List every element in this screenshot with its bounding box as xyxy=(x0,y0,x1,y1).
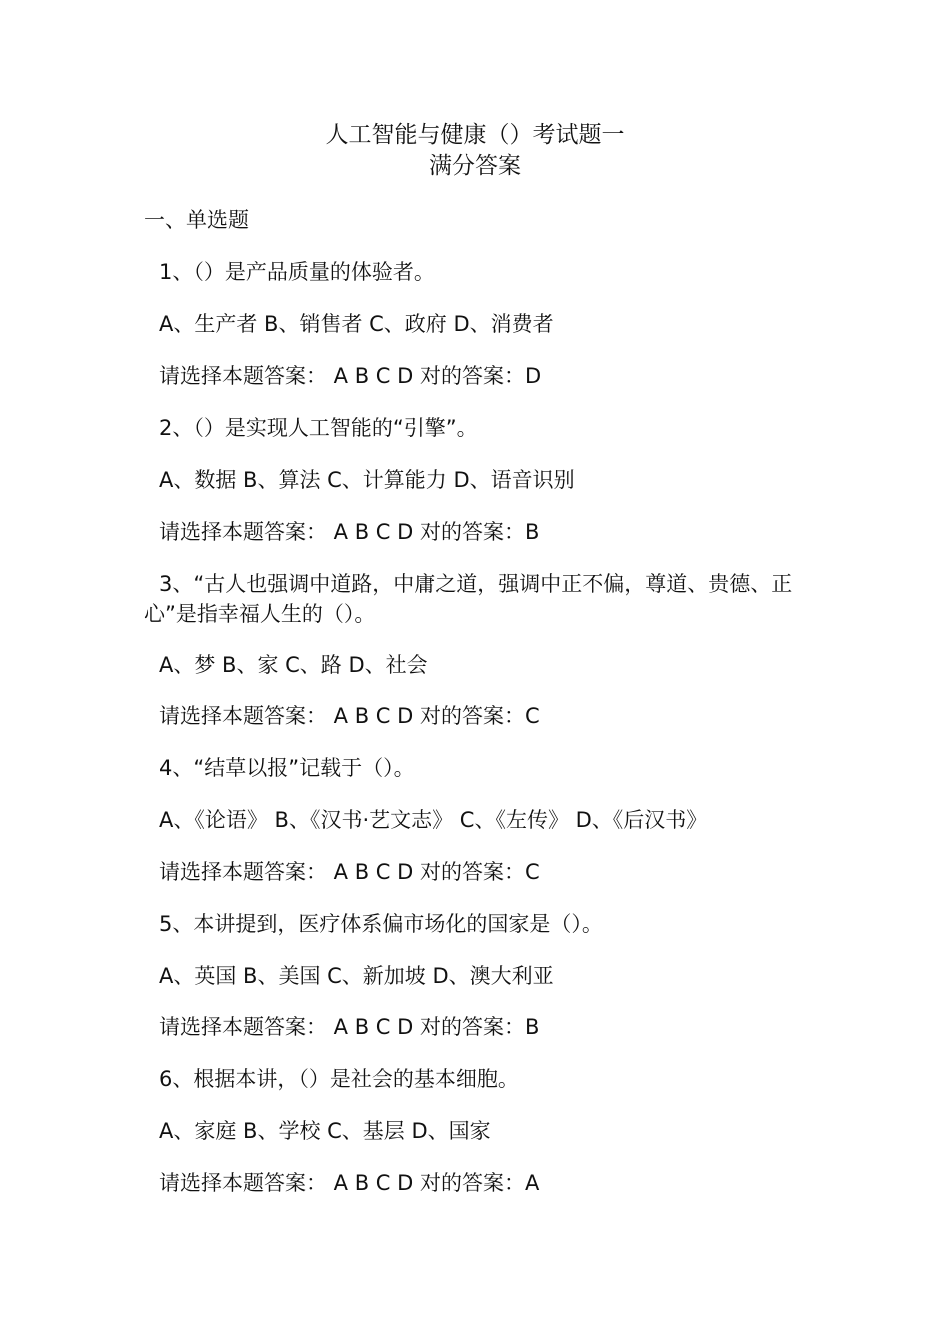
question-3-options: A、梦 B、家 C、路 D、社会 xyxy=(159,653,428,677)
question-5-stem: 5、本讲提到，医疗体系偏市场化的国家是（）。 xyxy=(159,912,603,936)
question-3-answer: 请选择本题答案： A B C D 对的答案：C xyxy=(159,704,540,728)
question-2-answer: 请选择本题答案： A B C D 对的答案：B xyxy=(159,520,540,544)
page-title: 人工智能与健康（）考试题一 xyxy=(325,122,625,148)
question-1-stem: 1、（）是产品质量的体验者。 xyxy=(159,260,435,284)
question-2-stem: 2、（）是实现人工智能的“引擎”。 xyxy=(159,416,478,440)
question-6-answer: 请选择本题答案： A B C D 对的答案：A xyxy=(159,1171,540,1195)
question-1-options: A、生产者 B、销售者 C、政府 D、消费者 xyxy=(159,312,554,336)
question-3-stem: 3、“古人也强调中道路，中庸之道，强调中正不偏，尊道、贵德、正心”是指幸福人生的（）。 xyxy=(144,572,793,626)
question-4-options: A、《论语》 B、《汉书·艺文志》 C、《左传》 D、《后汉书》 xyxy=(159,808,708,832)
question-2-options: A、数据 B、算法 C、计算能力 D、语音识别 xyxy=(159,468,575,492)
question-4-stem: 4、“结草以报”记载于（）。 xyxy=(159,756,415,780)
question-5-options: A、英国 B、美国 C、新加坡 D、澳大利亚 xyxy=(159,964,554,988)
question-5-answer: 请选择本题答案： A B C D 对的答案：B xyxy=(159,1015,540,1039)
question-6-stem: 6、根据本讲，（）是社会的基本细胞。 xyxy=(159,1067,519,1091)
title-block xyxy=(0,120,950,182)
question-4-answer: 请选择本题答案： A B C D 对的答案：C xyxy=(159,860,540,884)
page-subtitle: 满分答案 xyxy=(429,153,521,179)
section-heading: 一、单选题 xyxy=(144,208,249,232)
question-1-answer: 请选择本题答案： A B C D 对的答案：D xyxy=(159,364,542,388)
question-6-options: A、家庭 B、学校 C、基层 D、国家 xyxy=(159,1119,491,1143)
